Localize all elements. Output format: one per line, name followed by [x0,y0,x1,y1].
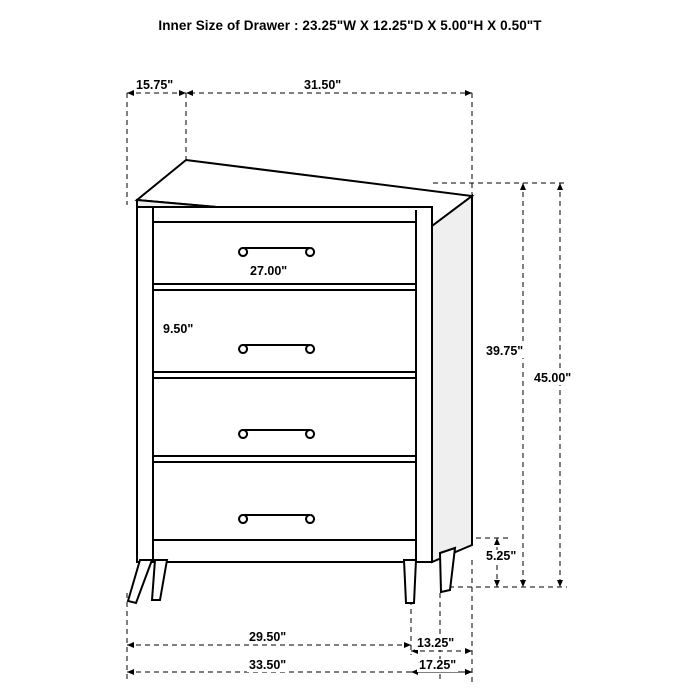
overall-height-dimension: 45.00" [534,371,572,385]
drawer-front-3 [153,378,416,456]
overall-width-dimension: 33.50" [249,658,287,672]
drawer-front-height-dimension: 9.50" [163,322,194,336]
body-height-dimension: 39.75" [486,344,524,358]
dimension-axis-lines [497,183,560,587]
leg-front-right [404,560,416,603]
chest-side-panel [432,196,472,562]
drawer-front-width-dimension: 27.00" [250,264,288,278]
leg-height-dimension: 5.25" [486,549,517,563]
leg-front-left [128,560,152,603]
top-width-dimension: 31.50" [304,78,342,92]
top-depth-dimension: 15.75" [136,78,174,92]
base-front-width-dimension: 29.50" [249,630,287,644]
base-side-depth-dimension: 13.25" [417,636,455,650]
leg-front-left-inner [152,560,167,600]
chest-illustration [128,160,472,603]
leg-rear-right [440,548,455,592]
drawer-front-4 [153,462,416,540]
page-title: Inner Size of Drawer : 23.25"W X 12.25"D X 5.00"H X 0.50"T [158,18,542,33]
overall-depth-dimension: 17.25" [419,658,457,672]
